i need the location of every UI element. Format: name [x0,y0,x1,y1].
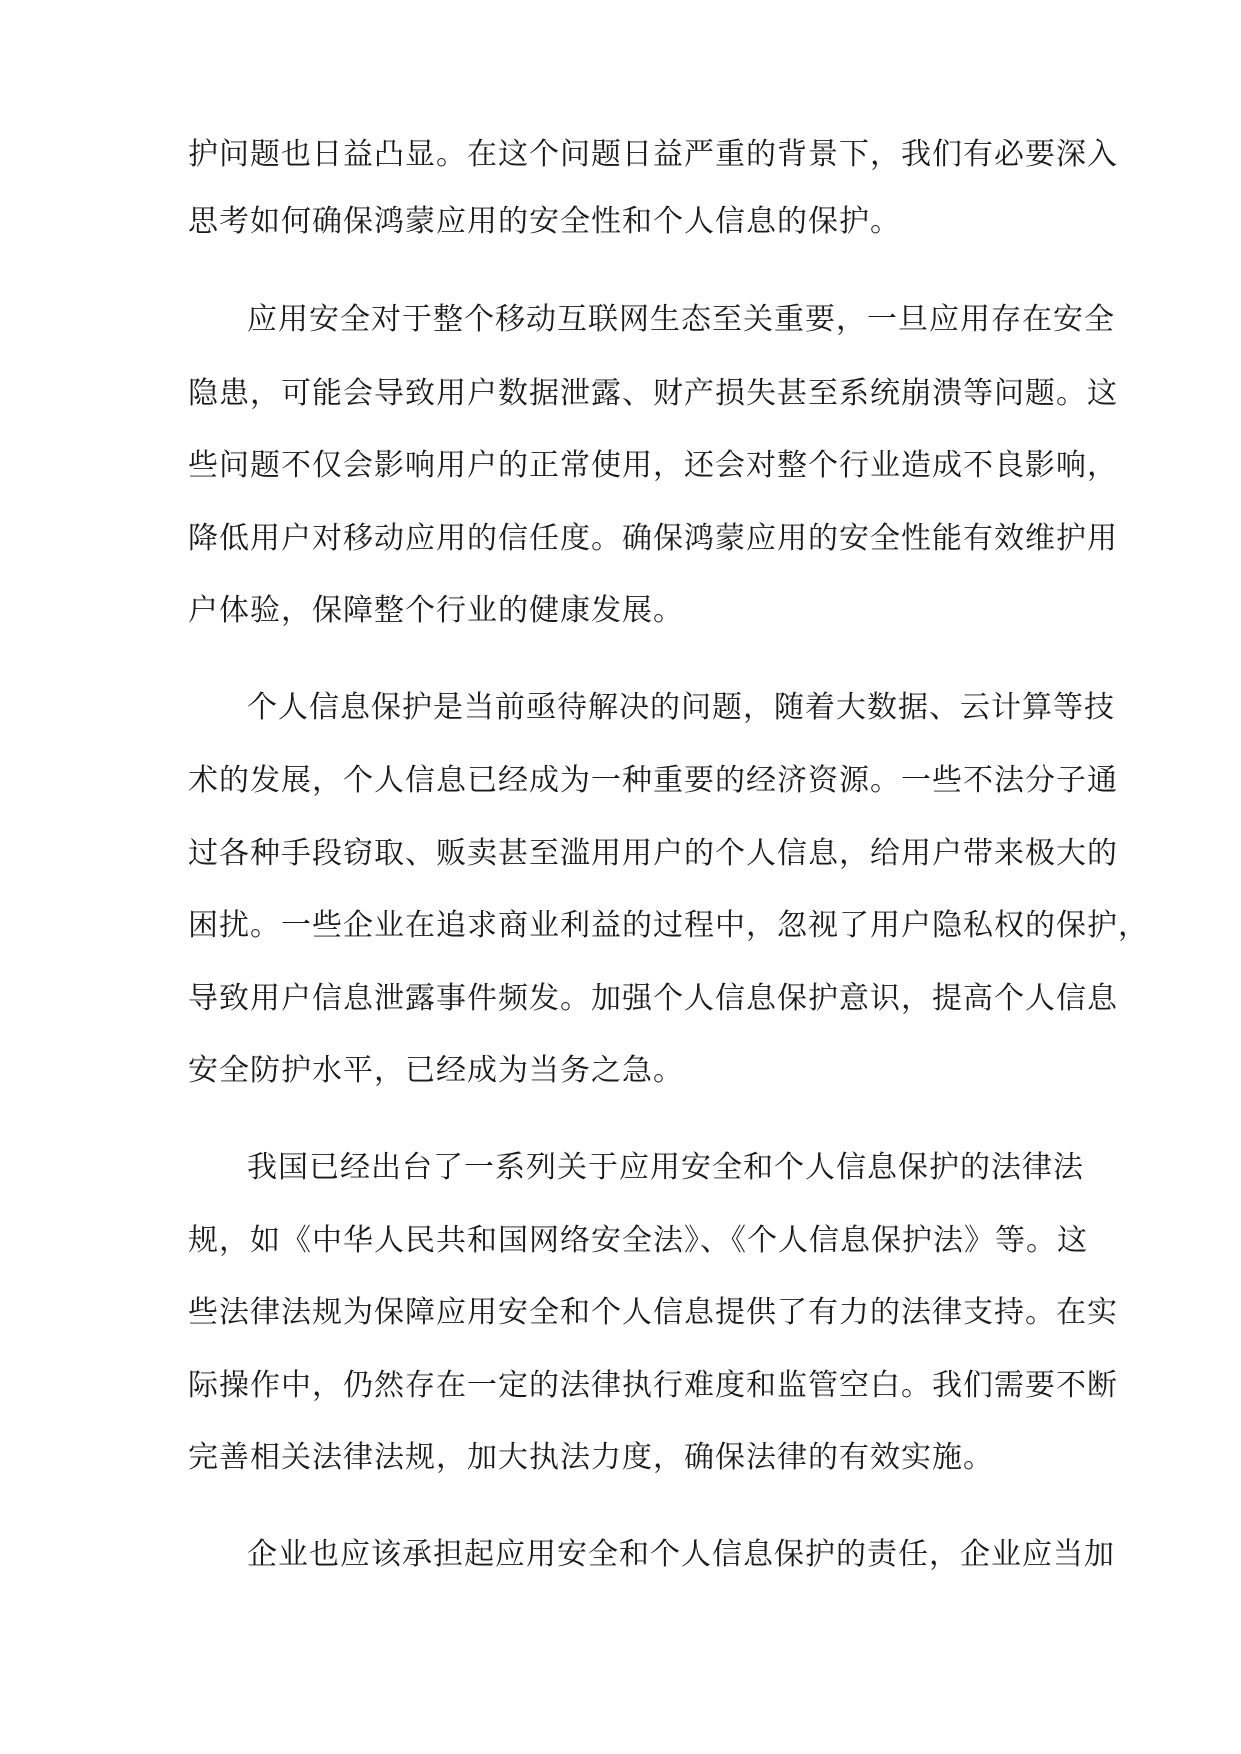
text-line: 导致用户信息泄露事件频发。加强个人信息保护意识，提高个人信息 [188,981,1118,1016]
text-line: 过各种手段窃取、贩卖甚至滥用用户的个人信息，给用户带来极大的 [188,836,1118,871]
text-line: 规，如《中华人民共和国网络安全法》、《个人信息保护法》等。这 [188,1223,1088,1258]
paragraph-first-line: 应用安全对于整个移动互联网生态至关重要，一旦应用存在安全 [247,302,1115,337]
text-line: 些问题不仅会影响用户的正常使用，还会对整个行业造成不良影响， [188,448,1118,483]
text-line: 思考如何确保鸿蒙应用的安全性和个人信息的保护。 [188,204,901,239]
text-line: 完善相关法律法规，加大执法力度，确保法律的有效实施。 [188,1440,994,1475]
paragraph-first-line: 个人信息保护是当前亟待解决的问题，随着大数据、云计算等技 [247,690,1115,725]
paragraph-first-line: 企业也应该承担起应用安全和个人信息保护的责任，企业应当加 [247,1537,1115,1572]
text-line: 际操作中，仍然存在一定的法律执行难度和监管空白。我们需要不断 [188,1368,1118,1403]
text-line: 户体验，保障整个行业的健康发展。 [188,593,684,628]
text-line: 降低用户对移动应用的信任度。确保鸿蒙应用的安全性能有效维护用 [188,521,1118,556]
text-line: 困扰。一些企业在追求商业利益的过程中，忽视了用户隐私权的保护， [188,908,1149,943]
text-line: 护问题也日益凸显。在这个问题日益严重的背景下，我们有必要深入 [188,137,1118,172]
text-line: 些法律法规为保障应用安全和个人信息提供了有力的法律支持。在实 [188,1295,1118,1330]
text-line: 安全防护水平，已经成为当务之急。 [188,1053,684,1088]
paragraph-first-line: 我国已经出台了一系列关于应用安全和个人信息保护的法律法 [247,1150,1084,1185]
text-line: 隐患，可能会导致用户数据泄露、财产损失甚至系统崩溃等问题。这 [188,376,1118,411]
text-line: 术的发展，个人信息已经成为一种重要的经济资源。一些不法分子通 [188,763,1118,798]
